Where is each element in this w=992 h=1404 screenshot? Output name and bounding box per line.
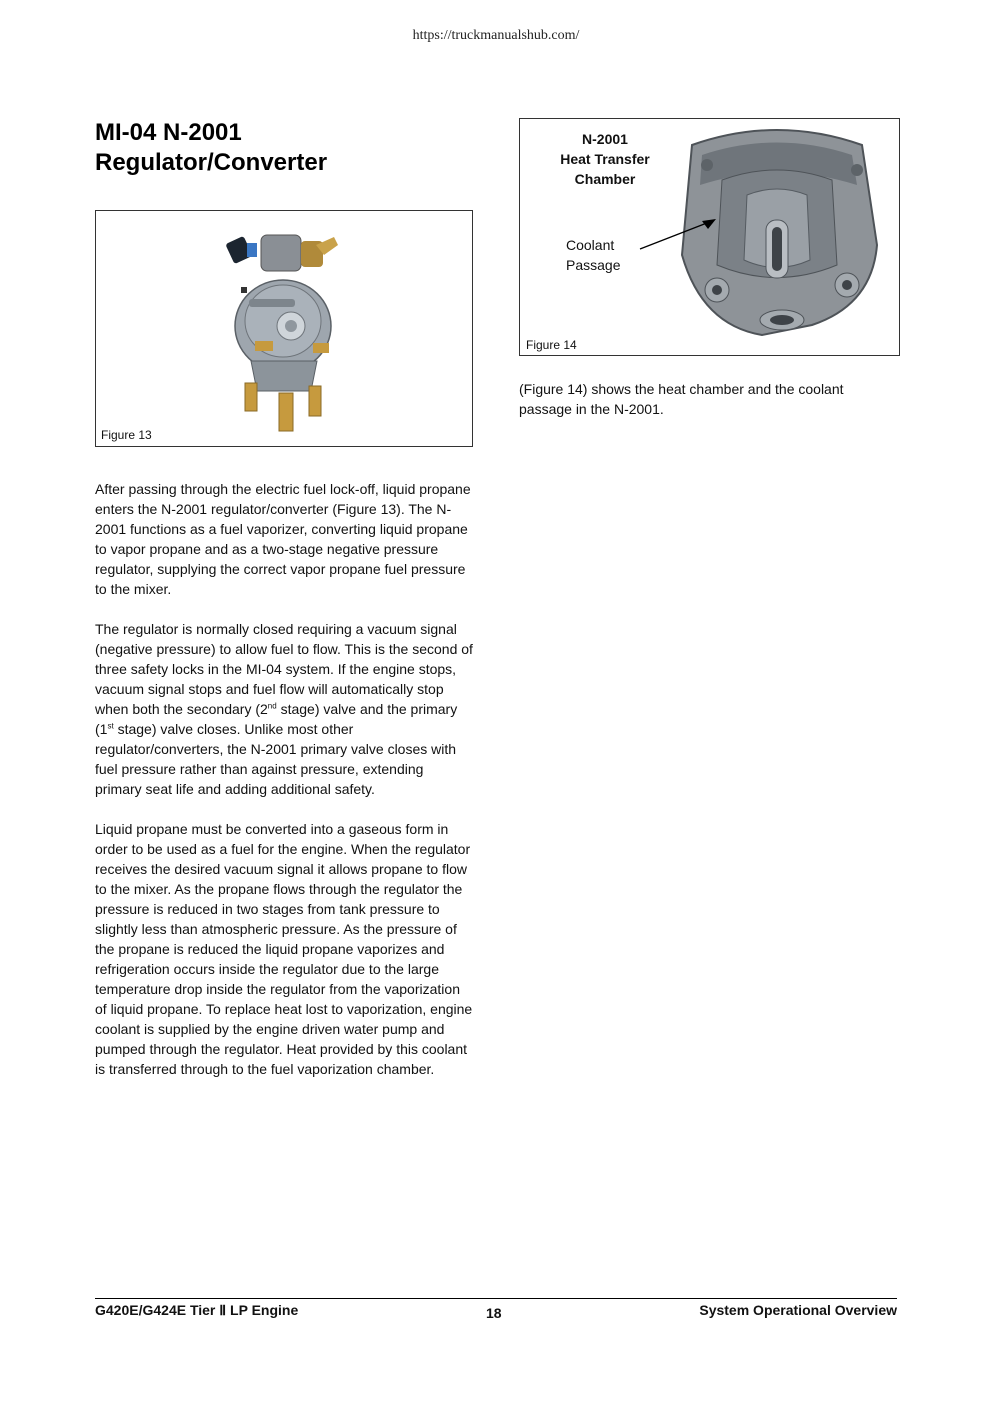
figure-14-heading (540, 129, 670, 189)
figure-13 (95, 210, 473, 447)
paragraph-2 (95, 619, 473, 799)
callout-arrow (638, 211, 738, 261)
figure-14 (519, 118, 900, 356)
section-title (95, 118, 475, 178)
source-url[interactable]: https://truckmanualshub.com/ (412, 28, 580, 43)
figure-14-heading-line3: Chamber (574, 171, 636, 187)
figure-14-heading-line1: N-2001 (582, 131, 628, 147)
footer-left: G420E/G424E Tier Ⅱ LP Engine (95, 1302, 299, 1318)
paragraph-1: After passing through the electric fuel lock-off, liquid propane enters the N-2001 regulator/converter (Figure 13). The N-2001 functions as a fuel vaporizer, converting liquid propane to vapor propane and as a two-stage negative pressure regulator, supplying the correct vapor propane fuel pressure to the mixer. (95, 481, 471, 597)
coolant-passage-label (566, 235, 620, 275)
paragraph-3: Liquid propane must be converted into a gaseous form in order to be used as a fuel for the engine. When the regulator receives the desired vacuum signal it allows propane to flow to the mixer. As the propane flows through the regulator the pressure is reduced in two stages from tank pressure to slightly less than atmospheric pressure. As the pressure of the propane is reduced the liquid propane vaporizes and refrigeration occurs inside the regulator due to the large temperature drop inside the regulator from the vaporization of liquid propane. To replace heat lost to vaporization, engine coolant is supplied by the engine driven water pump and pumped through the regulator. Heat provided by this coolant is transferred through to the fuel vaporization chamber. (95, 821, 473, 1077)
superscript-nd: nd (267, 701, 277, 711)
figure-14-heading-line2: Heat Transfer (560, 151, 650, 167)
paragraph-2-part-b: stage) valve and the primary (1 (95, 701, 458, 737)
page-number: 18 (486, 1305, 502, 1321)
figure-14-paragraph: (Figure 14) shows the heat chamber and the coolant passage in the N-2001. (519, 381, 844, 417)
body-text (95, 479, 473, 1099)
figure-14-label: Figure 14 (526, 338, 577, 352)
coolant-passage-label-line2: Passage (566, 257, 621, 273)
paragraph-2-part-a: The regulator is normally closed requiring a vacuum signal (negative pressure) to allow fuel to flow. This is the second of three safety locks in the MI-04 system. If the engine stops, vacuum signal stops and fuel flow will automatically stop when both the secondary (2 (95, 621, 473, 717)
footer-right: System Operational Overview (699, 1302, 897, 1318)
footer-rule (95, 1298, 897, 1299)
paragraph-2-part-c: stage) valve closes. Unlike most other regulator/converters, the N-2001 primary valve closes with fuel pressure rather than against pressure, extending primary seat life and adding additional safety. (95, 721, 457, 797)
figure-13-label: Figure 13 (101, 428, 152, 442)
figure-14-description (519, 379, 899, 439)
section-title-line2: Regulator/Converter (95, 149, 328, 176)
regulator-photo (221, 221, 361, 441)
superscript-st: st (107, 721, 114, 731)
coolant-passage-label-line1: Coolant (566, 237, 615, 253)
section-title-line1: MI-04 N-2001 (95, 119, 242, 146)
